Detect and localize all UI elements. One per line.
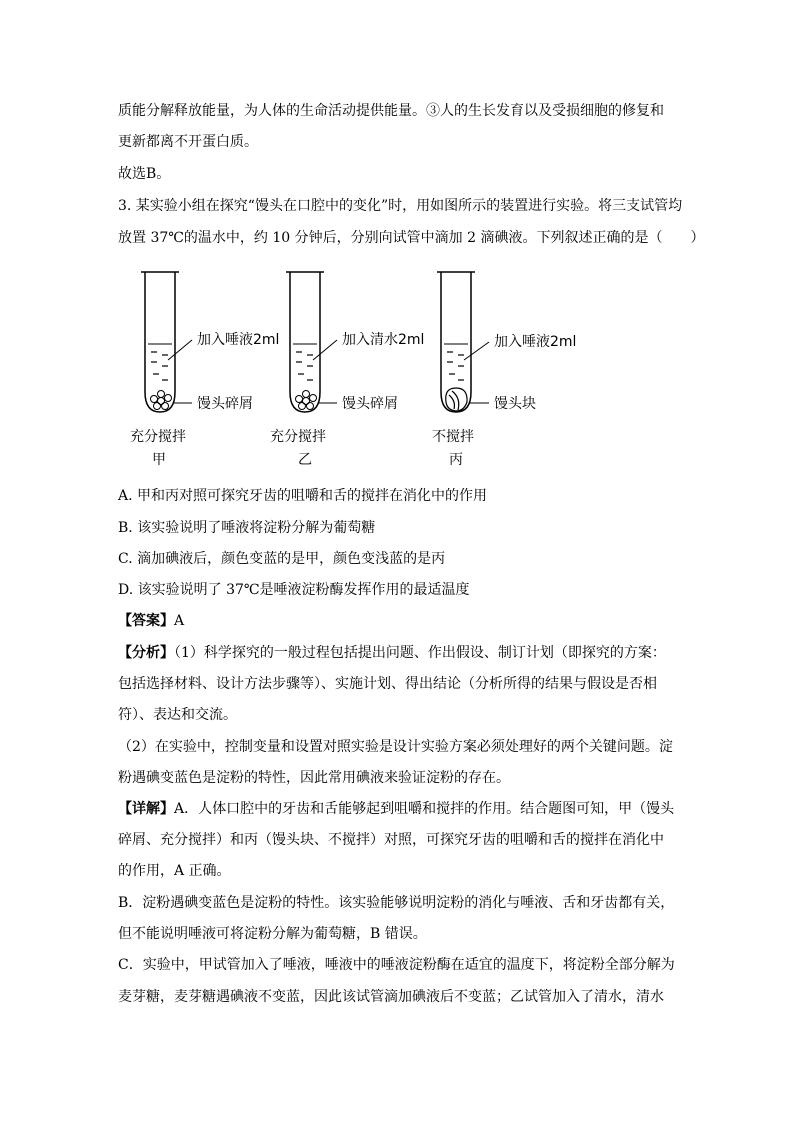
- answer-tag: 【答案】: [118, 613, 174, 629]
- tube-action-label: 充分搅拌: [130, 429, 186, 445]
- option-c: C. 滴加碘液后，颜色变蓝的是甲，颜色变浅蓝的是丙: [118, 551, 446, 567]
- analysis-line: 符）、表达和交流。: [118, 707, 237, 723]
- detail-line: [118, 799, 674, 819]
- detail-line: B．淀粉遇碘变蓝色是淀粉的特性。该实验能够说明淀粉的消化与唾液、舌和牙齿都有关，: [118, 895, 675, 911]
- test-tube-bing: [437, 272, 489, 412]
- tube-action-label: 充分搅拌: [270, 429, 326, 445]
- detail-line: C．实验中，甲试管加入了唾液，唾液中的唾液淀粉酶在适宜的温度下，将淀粉全部分解为: [118, 957, 675, 973]
- tube-action-label: 不搅拌: [432, 429, 474, 445]
- question-stem-line: 放置 37℃的温水中，约 10 分钟后，分别向试管中滴加 2 滴碘液。下列叙述正确的是（ ）: [118, 230, 705, 246]
- tube-solid-label: 馒头碎屑: [197, 396, 253, 412]
- option-d: D. 该实验说明了 37℃是唾液淀粉酶发挥作用的最适温度: [118, 582, 470, 598]
- option-b: B. 该实验说明了唾液将淀粉分解为葡萄糖: [118, 520, 376, 536]
- analysis-tag: 【分析】: [118, 645, 174, 661]
- tube-name-label: 丙: [449, 452, 463, 468]
- analysis-text: （1）科学探究的一般过程包括提出问题、作出假设、制订计划（即探究的方案：: [174, 645, 666, 661]
- tube-liquid-label: 加入唾液2ml: [494, 334, 577, 350]
- detail-line: 的作用，A 正确。: [118, 863, 231, 879]
- question-stem-line: 3. 某实验小组在探究“馒头在口腔中的变化”时，用如图所示的装置进行实验。将三支试管均: [118, 198, 683, 214]
- answer-line: [118, 611, 184, 631]
- detail-line: 碎屑、充分搅拌）和丙（馒头块、不搅拌）对照，可探究牙齿的咀嚼和舌的搅拌在消化中: [118, 832, 664, 848]
- detail-text: A．人体口腔中的牙齿和舌能够起到咀嚼和搅拌的作用。结合题图可知，甲（馒头: [174, 801, 675, 817]
- detail-line: 麦芽糖，麦芽糖遇碘液不变蓝，因此该试管滴加碘液后不变蓝；乙试管加入了清水，清水: [118, 989, 664, 1005]
- paragraph-line: 更新都离不开蛋白质。: [118, 134, 258, 150]
- analysis-line: [118, 643, 666, 663]
- paragraph-line: 质能分解释放能量，为人体的生命活动提供能量。③人的生长发育以及受损细胞的修复和: [118, 103, 664, 119]
- test-tube-jia: [141, 272, 192, 412]
- tube-solid-label: 馒头碎屑: [342, 396, 398, 412]
- test-tube-figure: [118, 262, 678, 472]
- paragraph-line: 故选B。: [118, 166, 171, 182]
- analysis-line: （2）在实验中，控制变量和设置对照实验是设计实验方案必须处理好的两个关键问题。淀: [118, 739, 673, 755]
- analysis-line: 包括选择材料、设计方法步骤等）、实施计划、得出结论（分析所得的结果与假设是否相: [118, 676, 657, 692]
- analysis-line: 粉遇碘变蓝色是淀粉的特性，因此常用碘液来验证淀粉的存在。: [118, 770, 510, 786]
- answer-value: A: [174, 613, 185, 629]
- option-a: A. 甲和丙对照可探究牙齿的咀嚼和舌的搅拌在消化中的作用: [118, 488, 488, 504]
- tube-liquid-label: 加入清水2ml: [342, 332, 425, 348]
- tube-solid-label: 馒头块: [494, 396, 536, 412]
- tube-name-label: 甲: [152, 452, 166, 468]
- detail-tag: 【详解】: [118, 801, 174, 817]
- test-tube-yi: [286, 272, 337, 412]
- tube-name-label: 乙: [298, 452, 312, 468]
- tube-liquid-label: 加入唾液2ml: [197, 332, 280, 348]
- detail-line: 但不能说明唾液可将淀粉分解为葡萄糖，B 错误。: [118, 926, 427, 942]
